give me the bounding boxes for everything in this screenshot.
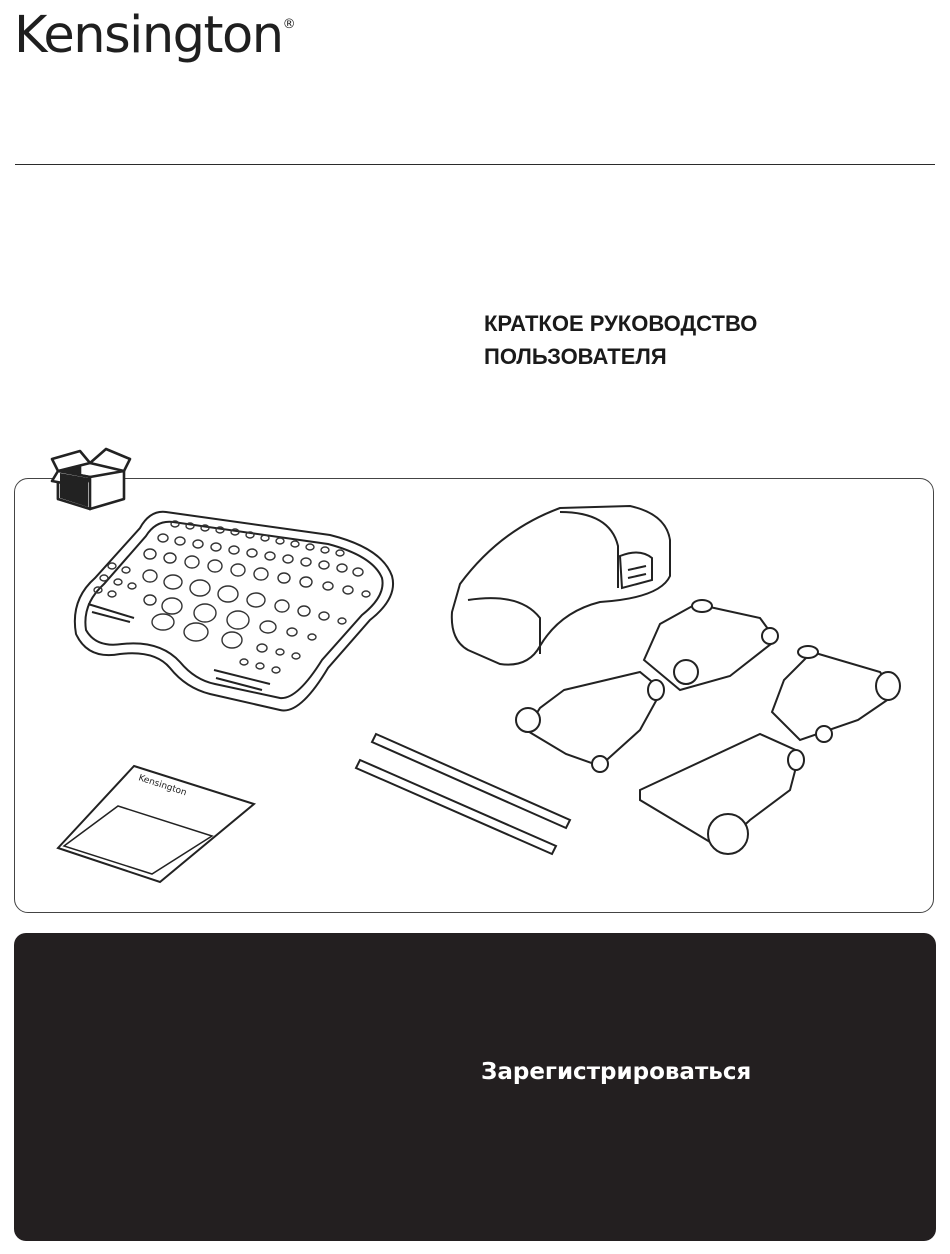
brand-name: Kensington bbox=[14, 6, 283, 65]
adjustable-legs bbox=[516, 600, 900, 854]
booklet-brand: Kensington bbox=[137, 773, 188, 799]
registered-mark: ® bbox=[282, 17, 296, 32]
title-line-1: КРАТКОЕ РУКОВОДСТВО bbox=[484, 311, 758, 336]
base-bracket bbox=[452, 506, 670, 665]
support-rods bbox=[356, 734, 570, 854]
registration-panel bbox=[14, 933, 936, 1241]
register-link[interactable]: Зарегистрироваться bbox=[481, 1059, 752, 1085]
title-line-2: ПОЛЬЗОВАТЕЛЯ bbox=[484, 344, 667, 369]
